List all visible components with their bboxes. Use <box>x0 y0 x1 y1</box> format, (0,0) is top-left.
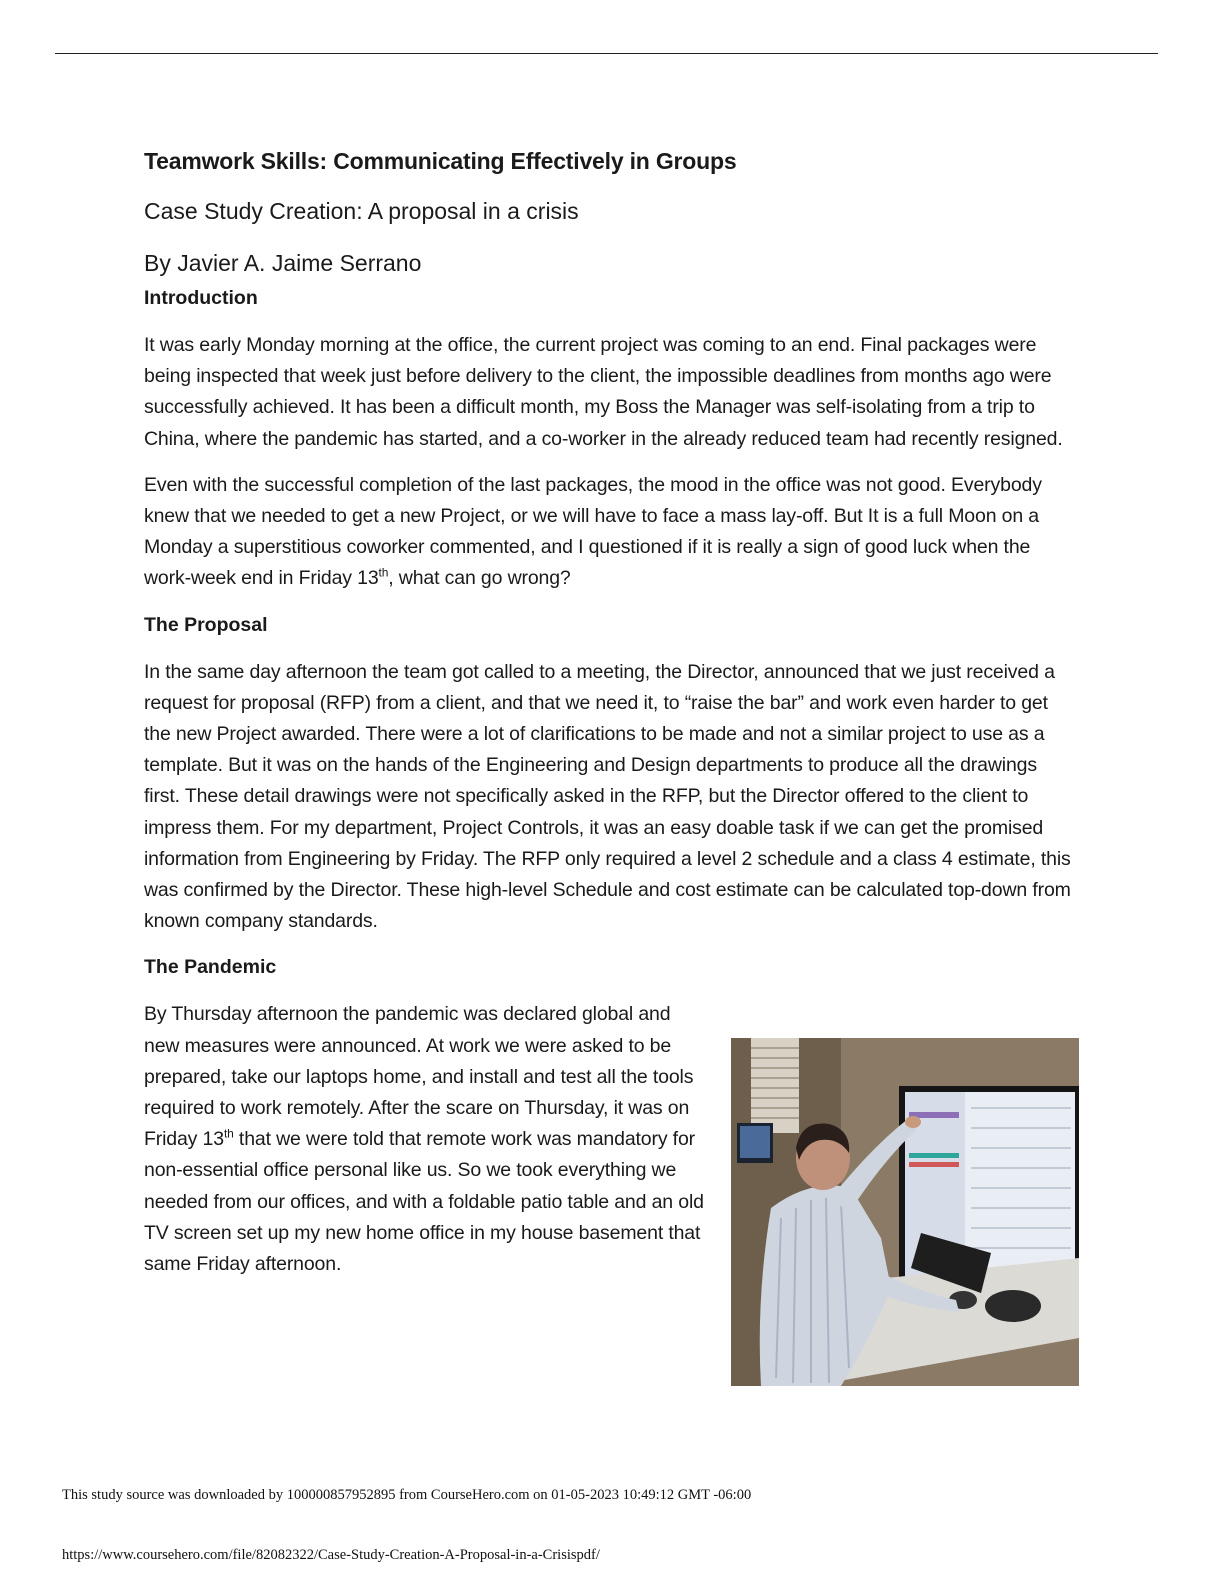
proposal-paragraph-1: In the same day afternoon the team got called to a meeting, the Director, announced that we just received a request for proposal (RFP) from a client, and that we need it, to “raise the bar” and work even harder to get the new Project awarded. There were a lot of clarifications to be made and not a similar project to use as a template. But it was on the hands of the Engineering and Design departments to produce all the drawings first. These detail drawings were not specifically asked in the RFP, but the Director offered to the client to impress them. For my department, Project Controls, it was an easy doable task if we can get the promised information from Engineering by Friday. The RFP only required a level 2 schedule and a class 4 estimate, this was confirmed by the Director. These high-level Schedule and cost estimate can be calculated top-down from known company standards. <box>144 660 1071 933</box>
introduction-paragraph-2: Even with the successful completion of the last packages, the mood in the office was not good. Everybody knew that we needed to get a new Project, or we will have to face a mass lay-off. But It is a full Moon on a Monday a superstitious coworker commented, and I questioned if it is really a sign of good luck when the work-week end in Friday 13th, what can go wrong? <box>144 473 1042 590</box>
document-subtitle: Case Study Creation: A proposal in a crisis <box>144 198 579 224</box>
introduction-paragraph-1: It was early Monday morning at the office, the current project was coming to an end. Final packages were being inspected that week just before delivery to the client, the impossible deadlines from months ago were successfully achieved. It has been a difficult month, my Boss the Manager was self-isolating from a trip to China, where the pandemic has started, and a co-worker in the already reduced team had recently resigned. <box>144 334 1063 450</box>
document-author: By Javier A. Jaime Serrano <box>144 250 422 276</box>
superscript-th: th <box>378 565 389 580</box>
section-heading-introduction: Introduction <box>144 287 258 309</box>
header-rule <box>55 53 1158 54</box>
pandemic-paragraph-1: By Thursday afternoon the pandemic was declared global and new measures were announced. At work we were asked to be prepared, take our laptops home, and install and test all the tools required to work remotely. After the scare on Thursday, it was on Friday 13th that we were told that remote work was mandatory for non-essential office personal like us. So we took everything we needed from our offices, and with a foldable patio table and an old TV screen set up my new home office in my house basement that same Friday afternoon. <box>144 1003 704 1276</box>
superscript-th: th <box>223 1126 234 1141</box>
download-note: This study source was downloaded by 100000857952895 from CourseHero.com on 01-05-2023 10:49:12 GMT -06:00 <box>62 1487 752 1503</box>
section-heading-proposal: The Proposal <box>144 613 268 636</box>
home-office-photo-illustration <box>731 1038 1079 1386</box>
section-heading-pandemic: The Pandemic <box>144 956 277 979</box>
document-title: Teamwork Skills: Communicating Effectively in Groups <box>144 148 737 174</box>
home-office-photo <box>731 1038 1079 1386</box>
source-url[interactable]: https://www.coursehero.com/file/82082322/Case-Study-Creation-A-Proposal-in-a-Crisispdf/ <box>62 1547 600 1563</box>
